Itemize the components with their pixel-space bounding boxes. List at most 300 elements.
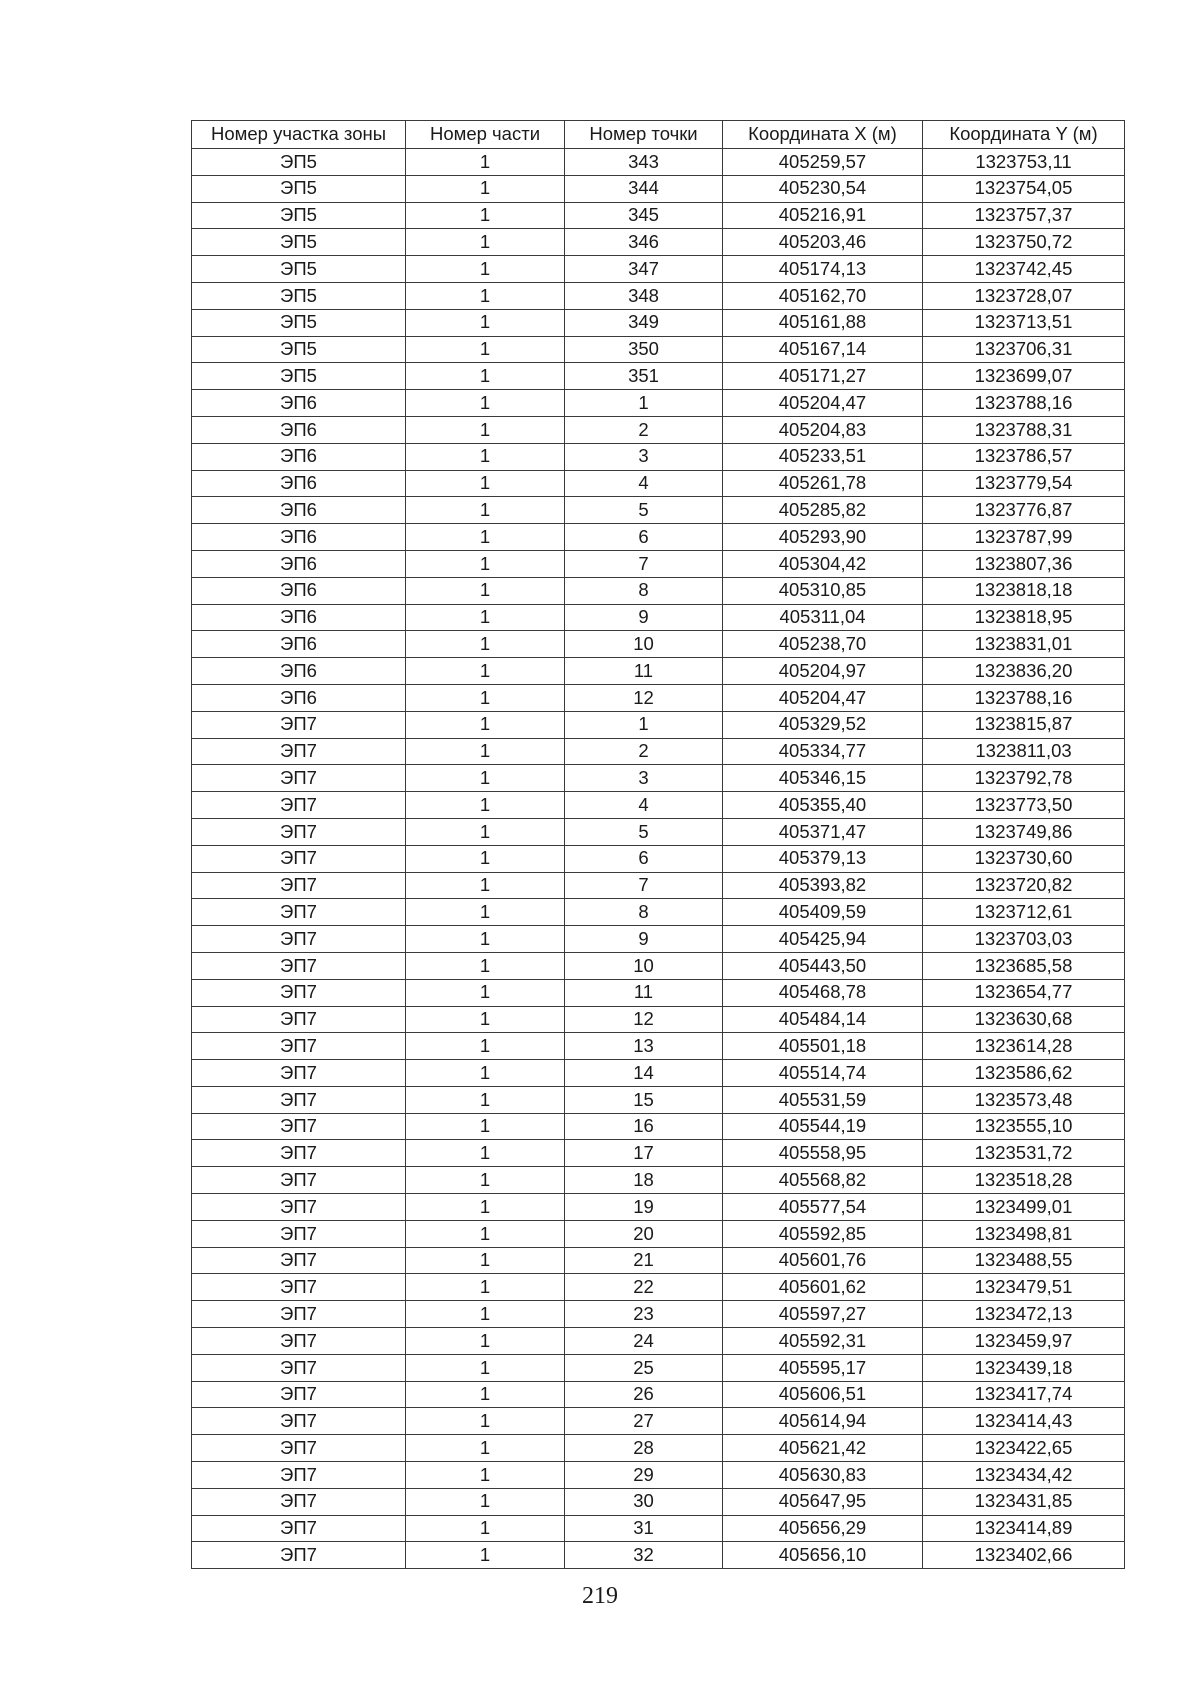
cell-zone-section: ЭП5 xyxy=(192,202,406,229)
cell-zone-section: ЭП5 xyxy=(192,229,406,256)
cell-point-number: 343 xyxy=(565,149,723,176)
cell-coordinate-x: 405656,10 xyxy=(723,1542,923,1569)
cell-coordinate-x: 405568,82 xyxy=(723,1167,923,1194)
cell-point-number: 29 xyxy=(565,1462,723,1489)
cell-point-number: 25 xyxy=(565,1354,723,1381)
cell-coordinate-x: 405346,15 xyxy=(723,765,923,792)
cell-part-number: 1 xyxy=(406,631,565,658)
cell-coordinate-x: 405630,83 xyxy=(723,1462,923,1489)
table-row xyxy=(192,952,1125,979)
cell-part-number: 1 xyxy=(406,845,565,872)
cell-part-number: 1 xyxy=(406,792,565,819)
table-row xyxy=(192,1086,1125,1113)
cell-part-number: 1 xyxy=(406,711,565,738)
cell-coordinate-x: 405393,82 xyxy=(723,872,923,899)
cell-coordinate-x: 405311,04 xyxy=(723,604,923,631)
cell-coordinate-x: 405204,47 xyxy=(723,390,923,417)
cell-coordinate-x: 405233,51 xyxy=(723,443,923,470)
cell-coordinate-y: 1323713,51 xyxy=(923,309,1125,336)
table-row xyxy=(192,1033,1125,1060)
table-row xyxy=(192,1194,1125,1221)
cell-zone-section: ЭП7 xyxy=(192,1381,406,1408)
cell-zone-section: ЭП5 xyxy=(192,175,406,202)
cell-part-number: 1 xyxy=(406,1381,565,1408)
cell-point-number: 27 xyxy=(565,1408,723,1435)
cell-zone-section: ЭП7 xyxy=(192,1301,406,1328)
table-row xyxy=(192,1274,1125,1301)
cell-part-number: 1 xyxy=(406,684,565,711)
cell-point-number: 9 xyxy=(565,926,723,953)
cell-zone-section: ЭП7 xyxy=(192,1274,406,1301)
cell-coordinate-y: 1323720,82 xyxy=(923,872,1125,899)
cell-point-number: 6 xyxy=(565,845,723,872)
cell-coordinate-y: 1323788,16 xyxy=(923,390,1125,417)
table-row xyxy=(192,550,1125,577)
table-row xyxy=(192,443,1125,470)
table-row xyxy=(192,497,1125,524)
cell-point-number: 350 xyxy=(565,336,723,363)
header-point-number: Номер точки xyxy=(565,121,723,149)
cell-coordinate-y: 1323815,87 xyxy=(923,711,1125,738)
cell-coordinate-y: 1323792,78 xyxy=(923,765,1125,792)
cell-coordinate-x: 405293,90 xyxy=(723,524,923,551)
cell-zone-section: ЭП7 xyxy=(192,1220,406,1247)
table-row xyxy=(192,256,1125,283)
cell-zone-section: ЭП7 xyxy=(192,872,406,899)
cell-point-number: 349 xyxy=(565,309,723,336)
cell-point-number: 344 xyxy=(565,175,723,202)
cell-coordinate-x: 405216,91 xyxy=(723,202,923,229)
cell-point-number: 18 xyxy=(565,1167,723,1194)
cell-coordinate-y: 1323479,51 xyxy=(923,1274,1125,1301)
cell-coordinate-x: 405371,47 xyxy=(723,818,923,845)
cell-coordinate-y: 1323712,61 xyxy=(923,899,1125,926)
cell-part-number: 1 xyxy=(406,1006,565,1033)
cell-point-number: 348 xyxy=(565,282,723,309)
cell-part-number: 1 xyxy=(406,765,565,792)
cell-coordinate-y: 1323779,54 xyxy=(923,470,1125,497)
cell-point-number: 23 xyxy=(565,1301,723,1328)
cell-zone-section: ЭП6 xyxy=(192,577,406,604)
cell-point-number: 351 xyxy=(565,363,723,390)
cell-point-number: 2 xyxy=(565,738,723,765)
cell-zone-section: ЭП7 xyxy=(192,1435,406,1462)
cell-part-number: 1 xyxy=(406,872,565,899)
table-row xyxy=(192,363,1125,390)
cell-zone-section: ЭП6 xyxy=(192,443,406,470)
cell-zone-section: ЭП7 xyxy=(192,1247,406,1274)
cell-coordinate-y: 1323754,05 xyxy=(923,175,1125,202)
cell-coordinate-x: 405238,70 xyxy=(723,631,923,658)
cell-part-number: 1 xyxy=(406,1301,565,1328)
cell-coordinate-x: 405595,17 xyxy=(723,1354,923,1381)
cell-coordinate-x: 405285,82 xyxy=(723,497,923,524)
table-row xyxy=(192,1542,1125,1569)
cell-coordinate-x: 405174,13 xyxy=(723,256,923,283)
cell-point-number: 4 xyxy=(565,792,723,819)
cell-zone-section: ЭП7 xyxy=(192,1006,406,1033)
cell-point-number: 19 xyxy=(565,1194,723,1221)
cell-coordinate-y: 1323459,97 xyxy=(923,1328,1125,1355)
cell-part-number: 1 xyxy=(406,1354,565,1381)
cell-part-number: 1 xyxy=(406,818,565,845)
cell-zone-section: ЭП6 xyxy=(192,604,406,631)
cell-point-number: 12 xyxy=(565,684,723,711)
cell-part-number: 1 xyxy=(406,336,565,363)
cell-coordinate-x: 405259,57 xyxy=(723,149,923,176)
cell-point-number: 6 xyxy=(565,524,723,551)
cell-part-number: 1 xyxy=(406,1328,565,1355)
cell-coordinate-y: 1323472,13 xyxy=(923,1301,1125,1328)
cell-part-number: 1 xyxy=(406,149,565,176)
cell-coordinate-x: 405261,78 xyxy=(723,470,923,497)
cell-zone-section: ЭП5 xyxy=(192,149,406,176)
table-row xyxy=(192,175,1125,202)
cell-point-number: 3 xyxy=(565,443,723,470)
table-row xyxy=(192,470,1125,497)
cell-zone-section: ЭП7 xyxy=(192,738,406,765)
cell-coordinate-y: 1323699,07 xyxy=(923,363,1125,390)
cell-point-number: 347 xyxy=(565,256,723,283)
cell-part-number: 1 xyxy=(406,550,565,577)
cell-coordinate-y: 1323531,72 xyxy=(923,1140,1125,1167)
cell-coordinate-y: 1323439,18 xyxy=(923,1354,1125,1381)
cell-coordinate-x: 405601,62 xyxy=(723,1274,923,1301)
cell-coordinate-y: 1323836,20 xyxy=(923,658,1125,685)
cell-coordinate-x: 405501,18 xyxy=(723,1033,923,1060)
cell-coordinate-x: 405204,97 xyxy=(723,658,923,685)
header-row xyxy=(192,121,1125,149)
cell-coordinate-x: 405409,59 xyxy=(723,899,923,926)
cell-zone-section: ЭП7 xyxy=(192,845,406,872)
cell-coordinate-y: 1323742,45 xyxy=(923,256,1125,283)
cell-part-number: 1 xyxy=(406,1247,565,1274)
cell-part-number: 1 xyxy=(406,1408,565,1435)
cell-coordinate-x: 405531,59 xyxy=(723,1086,923,1113)
cell-point-number: 1 xyxy=(565,711,723,738)
cell-zone-section: ЭП6 xyxy=(192,470,406,497)
cell-coordinate-y: 1323750,72 xyxy=(923,229,1125,256)
table-row xyxy=(192,792,1125,819)
table-row xyxy=(192,1167,1125,1194)
cell-part-number: 1 xyxy=(406,1542,565,1569)
cell-coordinate-y: 1323776,87 xyxy=(923,497,1125,524)
cell-coordinate-y: 1323703,03 xyxy=(923,926,1125,953)
table-row xyxy=(192,309,1125,336)
cell-point-number: 346 xyxy=(565,229,723,256)
cell-zone-section: ЭП7 xyxy=(192,1140,406,1167)
cell-coordinate-y: 1323811,03 xyxy=(923,738,1125,765)
cell-zone-section: ЭП5 xyxy=(192,363,406,390)
table-row xyxy=(192,631,1125,658)
cell-zone-section: ЭП7 xyxy=(192,952,406,979)
cell-coordinate-x: 405577,54 xyxy=(723,1194,923,1221)
cell-part-number: 1 xyxy=(406,1033,565,1060)
cell-part-number: 1 xyxy=(406,443,565,470)
table-row xyxy=(192,1113,1125,1140)
cell-coordinate-x: 405167,14 xyxy=(723,336,923,363)
table-row xyxy=(192,336,1125,363)
cell-part-number: 1 xyxy=(406,363,565,390)
cell-coordinate-x: 405204,47 xyxy=(723,684,923,711)
cell-coordinate-y: 1323787,99 xyxy=(923,524,1125,551)
cell-part-number: 1 xyxy=(406,309,565,336)
cell-coordinate-x: 405647,95 xyxy=(723,1488,923,1515)
cell-coordinate-y: 1323422,65 xyxy=(923,1435,1125,1462)
cell-coordinate-x: 405443,50 xyxy=(723,952,923,979)
table-row xyxy=(192,738,1125,765)
cell-zone-section: ЭП7 xyxy=(192,1488,406,1515)
cell-coordinate-y: 1323417,74 xyxy=(923,1381,1125,1408)
cell-zone-section: ЭП7 xyxy=(192,1354,406,1381)
table-row xyxy=(192,524,1125,551)
cell-part-number: 1 xyxy=(406,1515,565,1542)
cell-point-number: 4 xyxy=(565,470,723,497)
cell-coordinate-x: 405310,85 xyxy=(723,577,923,604)
cell-zone-section: ЭП5 xyxy=(192,336,406,363)
cell-coordinate-y: 1323831,01 xyxy=(923,631,1125,658)
cell-coordinate-x: 405484,14 xyxy=(723,1006,923,1033)
table-row xyxy=(192,577,1125,604)
cell-zone-section: ЭП7 xyxy=(192,1060,406,1087)
table-body xyxy=(192,149,1125,1569)
cell-part-number: 1 xyxy=(406,282,565,309)
table-row xyxy=(192,1060,1125,1087)
cell-point-number: 3 xyxy=(565,765,723,792)
cell-coordinate-y: 1323788,16 xyxy=(923,684,1125,711)
cell-coordinate-y: 1323434,42 xyxy=(923,1462,1125,1489)
cell-coordinate-x: 405204,83 xyxy=(723,416,923,443)
cell-coordinate-x: 405514,74 xyxy=(723,1060,923,1087)
table-row xyxy=(192,1435,1125,1462)
cell-coordinate-x: 405468,78 xyxy=(723,979,923,1006)
cell-point-number: 7 xyxy=(565,550,723,577)
cell-point-number: 32 xyxy=(565,1542,723,1569)
cell-part-number: 1 xyxy=(406,738,565,765)
cell-coordinate-y: 1323818,95 xyxy=(923,604,1125,631)
cell-part-number: 1 xyxy=(406,416,565,443)
cell-coordinate-x: 405161,88 xyxy=(723,309,923,336)
cell-coordinate-y: 1323786,57 xyxy=(923,443,1125,470)
table-row xyxy=(192,1354,1125,1381)
cell-coordinate-x: 405614,94 xyxy=(723,1408,923,1435)
cell-coordinate-y: 1323518,28 xyxy=(923,1167,1125,1194)
cell-coordinate-x: 405592,31 xyxy=(723,1328,923,1355)
cell-coordinate-y: 1323488,55 xyxy=(923,1247,1125,1274)
cell-zone-section: ЭП7 xyxy=(192,926,406,953)
cell-part-number: 1 xyxy=(406,604,565,631)
table-row xyxy=(192,899,1125,926)
cell-coordinate-x: 405203,46 xyxy=(723,229,923,256)
cell-zone-section: ЭП6 xyxy=(192,416,406,443)
cell-part-number: 1 xyxy=(406,390,565,417)
table-row xyxy=(192,711,1125,738)
cell-part-number: 1 xyxy=(406,497,565,524)
table-row xyxy=(192,765,1125,792)
cell-coordinate-y: 1323573,48 xyxy=(923,1086,1125,1113)
cell-part-number: 1 xyxy=(406,952,565,979)
table-row xyxy=(192,1301,1125,1328)
cell-point-number: 345 xyxy=(565,202,723,229)
cell-part-number: 1 xyxy=(406,202,565,229)
table-row xyxy=(192,684,1125,711)
cell-part-number: 1 xyxy=(406,1086,565,1113)
table-row xyxy=(192,1462,1125,1489)
cell-zone-section: ЭП6 xyxy=(192,684,406,711)
header-coordinate-y: Координата Y (м) xyxy=(923,121,1125,149)
cell-part-number: 1 xyxy=(406,1220,565,1247)
table-row xyxy=(192,979,1125,1006)
cell-point-number: 30 xyxy=(565,1488,723,1515)
cell-coordinate-x: 405355,40 xyxy=(723,792,923,819)
cell-point-number: 12 xyxy=(565,1006,723,1033)
cell-part-number: 1 xyxy=(406,1194,565,1221)
cell-coordinate-x: 405592,85 xyxy=(723,1220,923,1247)
cell-coordinate-x: 405606,51 xyxy=(723,1381,923,1408)
cell-point-number: 7 xyxy=(565,872,723,899)
cell-point-number: 15 xyxy=(565,1086,723,1113)
cell-point-number: 14 xyxy=(565,1060,723,1087)
table-row xyxy=(192,282,1125,309)
cell-coordinate-y: 1323630,68 xyxy=(923,1006,1125,1033)
cell-part-number: 1 xyxy=(406,979,565,1006)
table-header xyxy=(192,121,1125,149)
cell-point-number: 10 xyxy=(565,631,723,658)
table-row xyxy=(192,818,1125,845)
cell-zone-section: ЭП6 xyxy=(192,658,406,685)
cell-coordinate-x: 405544,19 xyxy=(723,1113,923,1140)
cell-point-number: 26 xyxy=(565,1381,723,1408)
cell-zone-section: ЭП7 xyxy=(192,1033,406,1060)
cell-part-number: 1 xyxy=(406,1060,565,1087)
table-row xyxy=(192,1220,1125,1247)
cell-zone-section: ЭП7 xyxy=(192,1194,406,1221)
table-row xyxy=(192,149,1125,176)
cell-coordinate-y: 1323414,43 xyxy=(923,1408,1125,1435)
cell-point-number: 5 xyxy=(565,497,723,524)
cell-part-number: 1 xyxy=(406,1488,565,1515)
cell-zone-section: ЭП7 xyxy=(192,1462,406,1489)
cell-coordinate-x: 405304,42 xyxy=(723,550,923,577)
cell-zone-section: ЭП7 xyxy=(192,792,406,819)
cell-coordinate-y: 1323414,89 xyxy=(923,1515,1125,1542)
cell-zone-section: ЭП7 xyxy=(192,899,406,926)
table-row xyxy=(192,604,1125,631)
cell-point-number: 21 xyxy=(565,1247,723,1274)
cell-coordinate-y: 1323431,85 xyxy=(923,1488,1125,1515)
cell-zone-section: ЭП6 xyxy=(192,497,406,524)
cell-point-number: 2 xyxy=(565,416,723,443)
cell-coordinate-y: 1323788,31 xyxy=(923,416,1125,443)
cell-coordinate-y: 1323555,10 xyxy=(923,1113,1125,1140)
cell-point-number: 28 xyxy=(565,1435,723,1462)
cell-zone-section: ЭП7 xyxy=(192,1515,406,1542)
table-row xyxy=(192,872,1125,899)
cell-coordinate-y: 1323685,58 xyxy=(923,952,1125,979)
cell-zone-section: ЭП7 xyxy=(192,1086,406,1113)
cell-point-number: 8 xyxy=(565,899,723,926)
table-row xyxy=(192,416,1125,443)
table-row xyxy=(192,1328,1125,1355)
cell-zone-section: ЭП7 xyxy=(192,765,406,792)
header-part-number: Номер части xyxy=(406,121,565,149)
cell-part-number: 1 xyxy=(406,658,565,685)
cell-point-number: 22 xyxy=(565,1274,723,1301)
table-row xyxy=(192,1515,1125,1542)
cell-zone-section: ЭП5 xyxy=(192,256,406,283)
cell-coordinate-y: 1323807,36 xyxy=(923,550,1125,577)
cell-coordinate-x: 405379,13 xyxy=(723,845,923,872)
table-row xyxy=(192,1488,1125,1515)
cell-part-number: 1 xyxy=(406,229,565,256)
table-row xyxy=(192,845,1125,872)
page-number: 219 xyxy=(582,1583,618,1609)
cell-zone-section: ЭП6 xyxy=(192,390,406,417)
cell-coordinate-y: 1323773,50 xyxy=(923,792,1125,819)
cell-point-number: 10 xyxy=(565,952,723,979)
table-row xyxy=(192,1006,1125,1033)
table-row xyxy=(192,926,1125,953)
cell-part-number: 1 xyxy=(406,577,565,604)
cell-zone-section: ЭП6 xyxy=(192,631,406,658)
cell-zone-section: ЭП7 xyxy=(192,1328,406,1355)
cell-coordinate-y: 1323498,81 xyxy=(923,1220,1125,1247)
cell-coordinate-x: 405230,54 xyxy=(723,175,923,202)
cell-coordinate-y: 1323586,62 xyxy=(923,1060,1125,1087)
cell-coordinate-x: 405329,52 xyxy=(723,711,923,738)
cell-point-number: 9 xyxy=(565,604,723,631)
cell-zone-section: ЭП6 xyxy=(192,524,406,551)
cell-zone-section: ЭП7 xyxy=(192,818,406,845)
table-row xyxy=(192,1381,1125,1408)
cell-point-number: 11 xyxy=(565,979,723,1006)
cell-part-number: 1 xyxy=(406,256,565,283)
header-coordinate-x: Координата X (м) xyxy=(723,121,923,149)
table-row xyxy=(192,1247,1125,1274)
cell-coordinate-x: 405597,27 xyxy=(723,1301,923,1328)
table-row xyxy=(192,1140,1125,1167)
cell-part-number: 1 xyxy=(406,926,565,953)
table-row xyxy=(192,1408,1125,1435)
cell-coordinate-x: 405425,94 xyxy=(723,926,923,953)
cell-point-number: 20 xyxy=(565,1220,723,1247)
cell-coordinate-x: 405558,95 xyxy=(723,1140,923,1167)
cell-point-number: 31 xyxy=(565,1515,723,1542)
cell-zone-section: ЭП7 xyxy=(192,1542,406,1569)
cell-point-number: 11 xyxy=(565,658,723,685)
cell-coordinate-y: 1323402,66 xyxy=(923,1542,1125,1569)
cell-part-number: 1 xyxy=(406,1113,565,1140)
cell-coordinate-y: 1323730,60 xyxy=(923,845,1125,872)
table-row xyxy=(192,658,1125,685)
table-row xyxy=(192,390,1125,417)
cell-coordinate-y: 1323614,28 xyxy=(923,1033,1125,1060)
cell-coordinate-y: 1323728,07 xyxy=(923,282,1125,309)
cell-coordinate-x: 405171,27 xyxy=(723,363,923,390)
cell-point-number: 24 xyxy=(565,1328,723,1355)
cell-part-number: 1 xyxy=(406,470,565,497)
cell-coordinate-y: 1323753,11 xyxy=(923,149,1125,176)
cell-coordinate-y: 1323654,77 xyxy=(923,979,1125,1006)
cell-zone-section: ЭП5 xyxy=(192,309,406,336)
cell-zone-section: ЭП7 xyxy=(192,711,406,738)
cell-part-number: 1 xyxy=(406,175,565,202)
cell-coordinate-x: 405656,29 xyxy=(723,1515,923,1542)
cell-zone-section: ЭП7 xyxy=(192,1113,406,1140)
cell-point-number: 16 xyxy=(565,1113,723,1140)
cell-point-number: 13 xyxy=(565,1033,723,1060)
cell-part-number: 1 xyxy=(406,1274,565,1301)
